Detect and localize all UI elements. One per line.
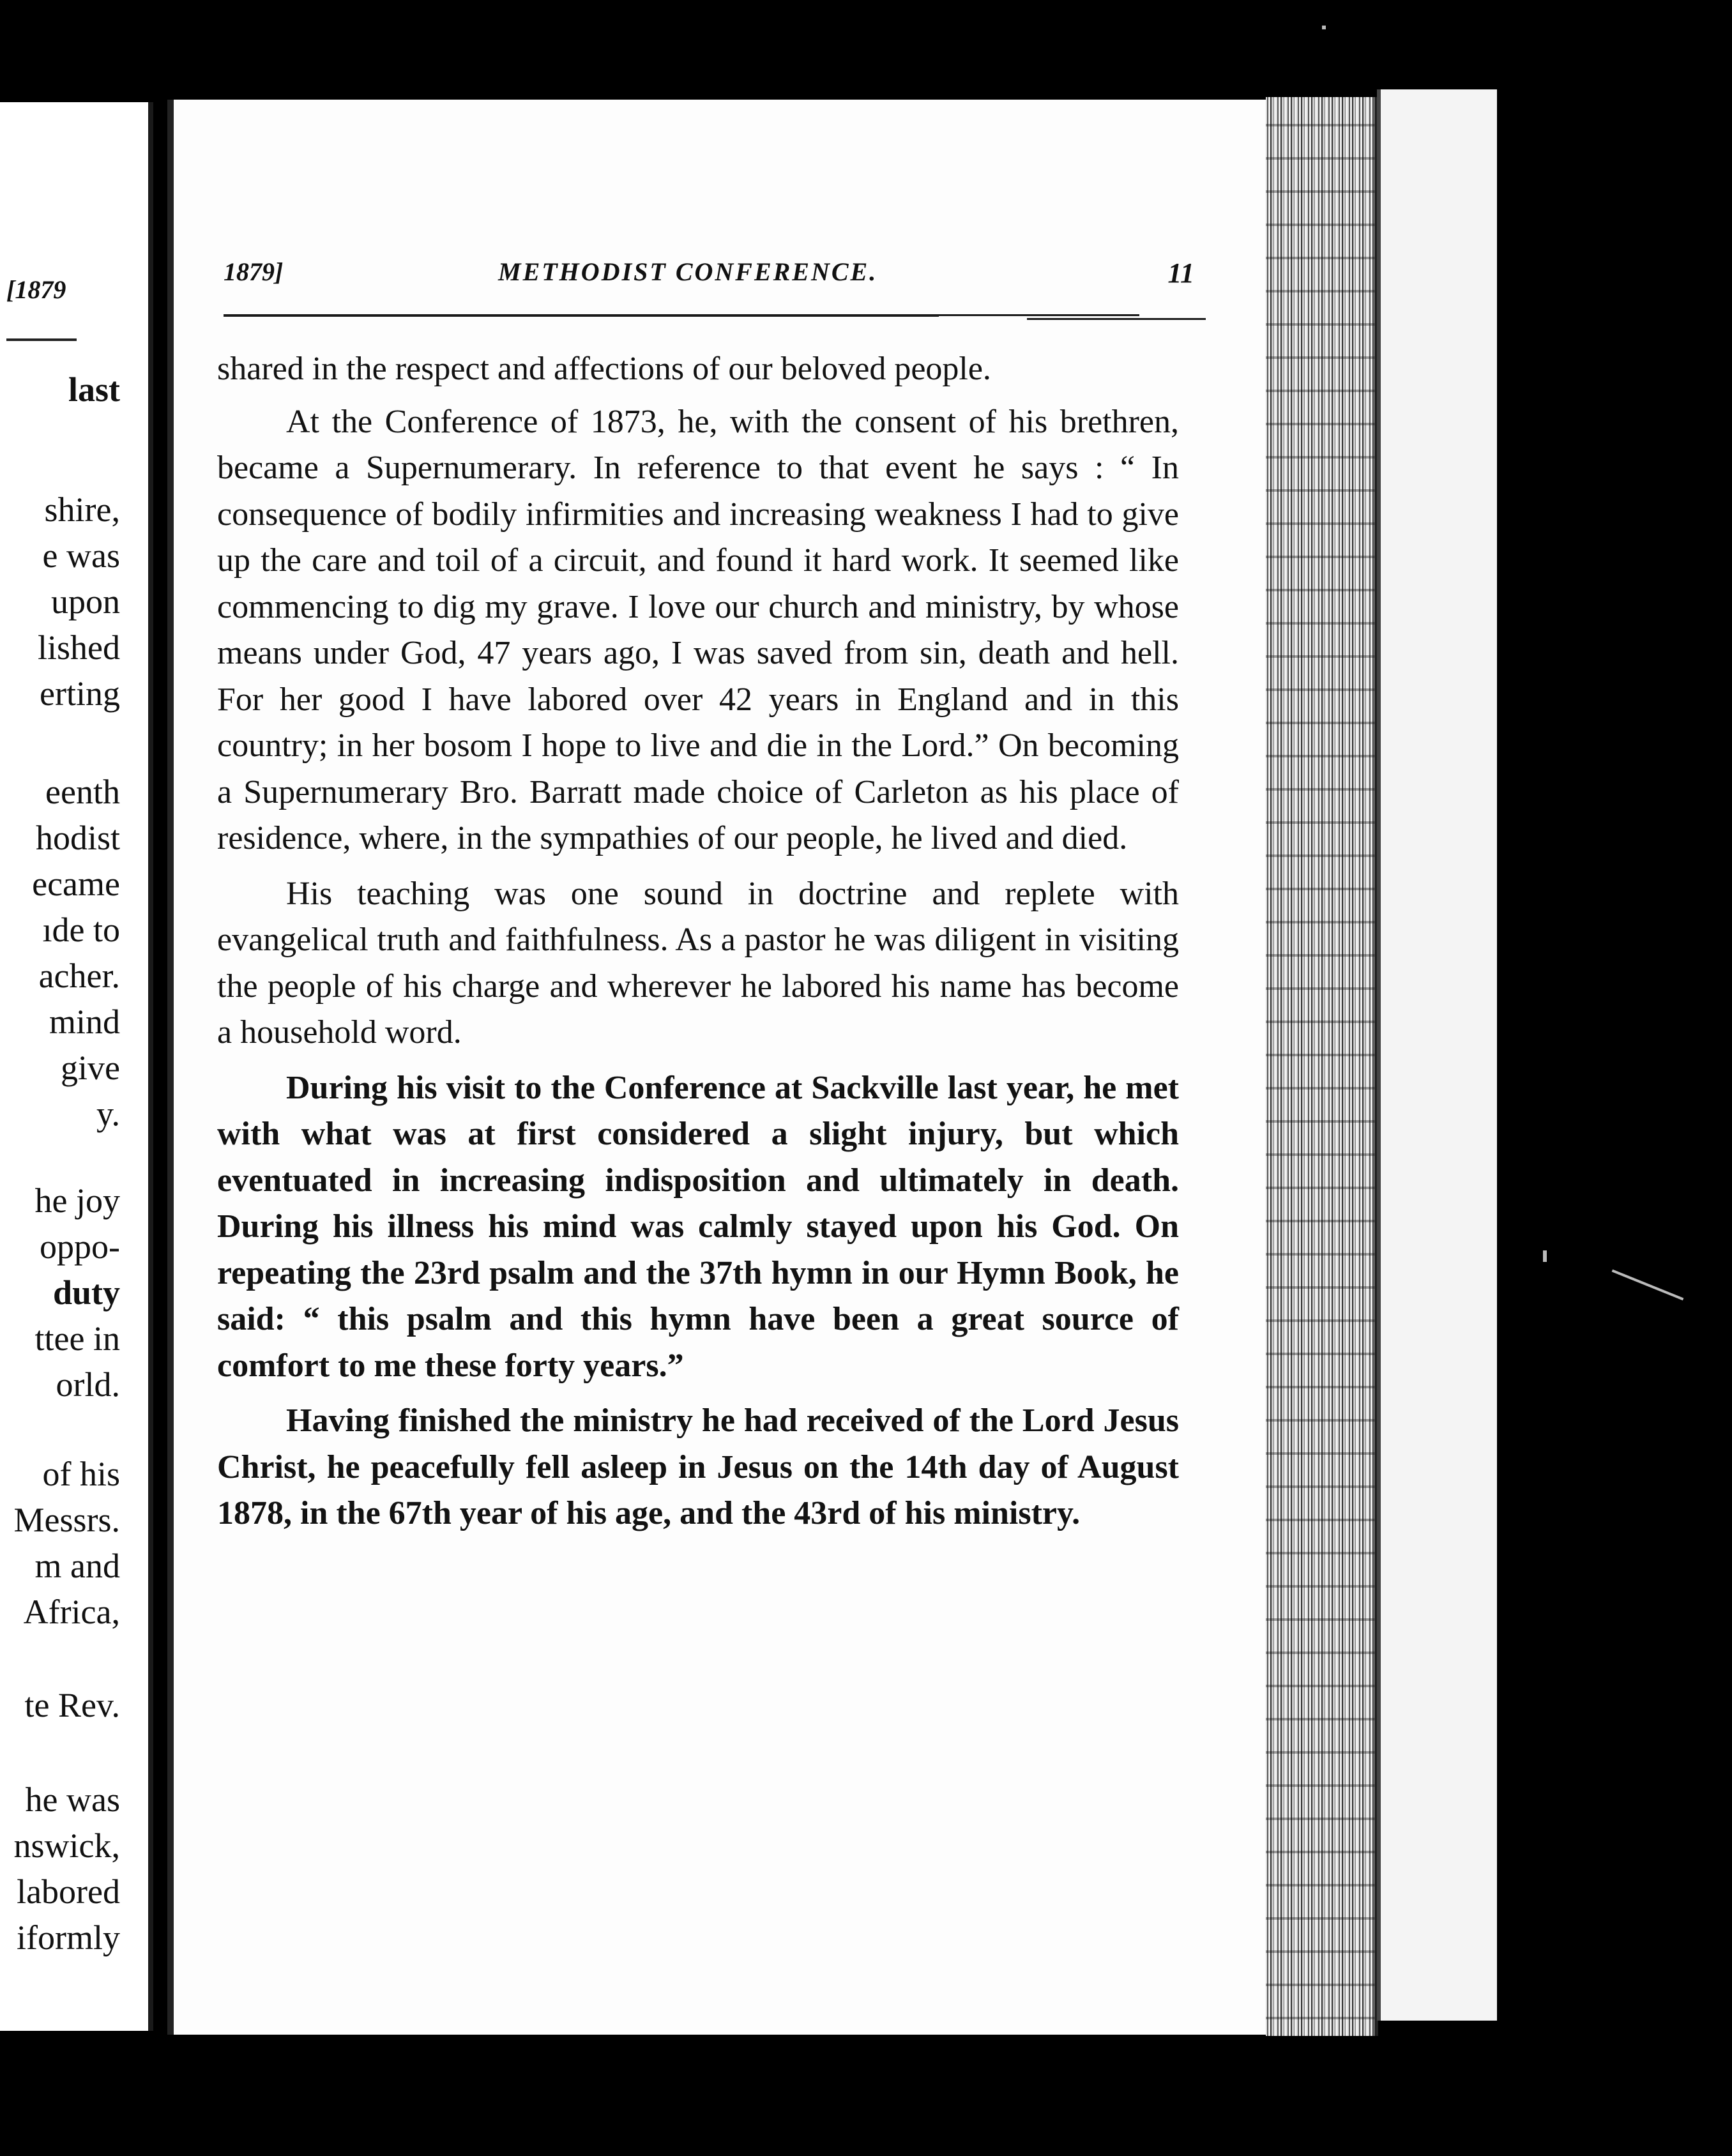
previous-page-line: e was xyxy=(42,536,120,575)
previous-page-line: nswick, xyxy=(13,1826,120,1865)
previous-page-line: eenth xyxy=(45,773,120,811)
previous-page-line: ıde to xyxy=(42,911,120,949)
previous-page-line: Messrs. xyxy=(13,1501,120,1539)
previous-page-head-rule xyxy=(6,338,77,341)
paragraph: shared in the respect and affections of our beloved people. xyxy=(217,351,991,387)
previous-page-line: give xyxy=(61,1049,120,1087)
previous-page-line: upon xyxy=(51,582,120,621)
paragraph: His teaching was one sound in doctrine and replete with evangelical truth and faithfulness. As a pastor he was diligent in visiting the people of his charge and wherever he labored his name has become a household word. xyxy=(217,875,1179,1051)
body-text xyxy=(217,346,1179,1546)
scan-speck xyxy=(1543,1250,1547,1262)
page-edges-shading xyxy=(1266,97,1374,2036)
previous-page-line: he joy xyxy=(34,1181,120,1220)
previous-page-line: erting xyxy=(40,674,120,713)
previous-page-line: mind xyxy=(49,1003,120,1041)
running-head xyxy=(224,257,1194,295)
previous-page-line: orld. xyxy=(56,1365,120,1404)
scan-speck xyxy=(1612,1270,1684,1301)
previous-page-line: he was xyxy=(25,1780,120,1819)
previous-page-line: m and xyxy=(34,1547,120,1585)
page-number: 11 xyxy=(1167,257,1194,289)
previous-page-line: hodist xyxy=(35,819,120,857)
previous-page-line: of his xyxy=(42,1455,120,1493)
paragraph: During his visit to the Conference at Sackville last year, he met with what was at first considered a slight injury, but which eventuated in increasing indisposition and ultimately in death. During his illness his mind was calmly stayed upon his God. On repeating the 23rd psalm and the 37th hymn in our Hymn Book, he said: “ this psalm and this hymn have been a great source of comfort to me these forty years.” xyxy=(217,1069,1179,1384)
header-rule xyxy=(922,314,1139,316)
previous-page-line: shire, xyxy=(44,490,120,529)
previous-page-line: iformly xyxy=(17,1918,120,1957)
previous-page-fragment xyxy=(0,102,153,2031)
running-head-title: METHODIST CONFERENCE. xyxy=(498,257,878,286)
previous-page-line: Africa, xyxy=(23,1593,120,1631)
header-rule xyxy=(224,314,939,317)
previous-page-line: ecame xyxy=(32,865,120,903)
previous-page-line: te Rev. xyxy=(24,1686,120,1724)
paragraph: At the Conference of 1873, he, with the consent of his brethren, became a Supernumerary. In reference to that event he says : “ In consequence of bodily infirmities and increasing weakness I had to give up the care and toil of a circuit, and found it hard work. It seemed like commencing to dig my grave. I love our church and ministry, by whose means under God, 47 years ago, I was saved from sin, death and hell. For her good I have labored over 42 years in England and in this country; in her bosom I hope to live and die in the Lord.” On becoming a Supernumerary Bro. Barratt made choice of Carleton as his place of residence, where, in the sympathies of our people, he lived and died. xyxy=(217,403,1179,856)
header-rule xyxy=(1027,318,1206,320)
previous-page-line: acher. xyxy=(38,957,120,995)
previous-page-line: oppo- xyxy=(40,1227,120,1266)
previous-page-line: last xyxy=(68,370,120,409)
previous-page-line: labored xyxy=(17,1872,120,1911)
previous-page-line: lished xyxy=(38,628,120,667)
paragraph: Having finished the ministry he had received of the Lord Jesus Christ, he peacefully fell asleep in Jesus on the 14th day of August 1878, in the 67th year of his age, and the 43rd of his ministry. xyxy=(217,1402,1179,1531)
previous-page-line: y. xyxy=(96,1095,120,1133)
previous-page-running-head: [1879 xyxy=(6,275,66,304)
scan-speck xyxy=(1322,26,1326,29)
previous-page-line: duty xyxy=(52,1273,120,1312)
running-head-year: 1879] xyxy=(224,257,284,286)
previous-page-line: ttee in xyxy=(34,1319,120,1358)
back-cover-edge xyxy=(1377,89,1497,2021)
book-page xyxy=(167,100,1272,2035)
